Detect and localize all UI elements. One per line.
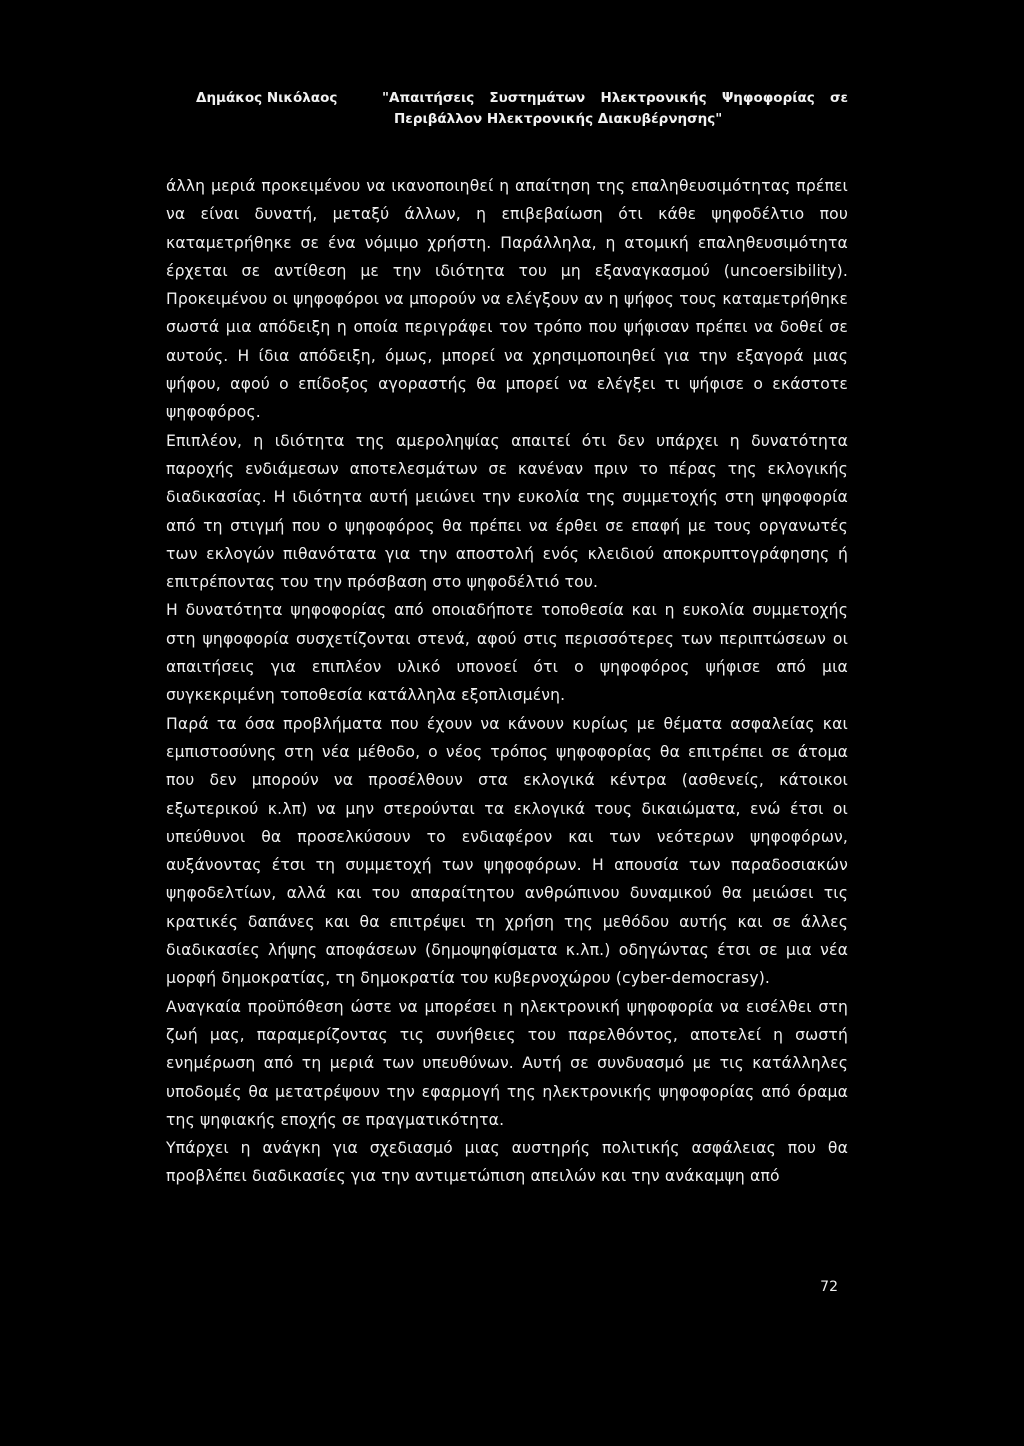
body-text — [166, 172, 848, 1191]
paragraph: Παρά τα όσα προβλήματα που έχουν να κάνουν κυρίως με θέματα ασφαλείας και εμπιστοσύνης στη νέα μέθοδο, ο νέος τρόπος ψηφοφορίας θα επιτρέπει σε άτομα που δεν μπορούν να προσέλθουν στα εκλογικά κέντρα (ασθενείς, κάτοικοι εξωτερικού κ.λπ) να μην στερούνται τα εκλογικά τους δικαιώματα, ενώ έτσι οι υπεύθυνοι θα προσελκύσουν το ενδιαφέρον και των νεότερων ψηφοφόρων, αυξάνοντας έτσι τη συμμετοχή των ψηφοφόρων. Η απουσία των παραδοσιακών ψηφοδελτίων, αλλά και του απαραίτητου ανθρώπινου δυναμικού θα μειώσει τις κρατικές δαπάνες και θα επιτρέψει τη χρήση της μεθόδου αυτής και σε άλλες διαδικασίες λήψης αποφάσεων (δημοψηφίσματα κ.λπ.) οδηγώντας έτσι σε μια νέα μορφή δημοκρατίας, τη δημοκρατία του κυβερνοχώρου (cyber-democrasy). — [166, 714, 848, 988]
paragraph: Αναγκαία προϋπόθεση ώστε να μπορέσει η ηλεκτρονική ψηφοφορία να εισέλθει στη ζωή μας, παραμερίζοντας τις συνήθειες του παρελθόντος, αποτελεί η σωστή ενημέρωση από τη μεριά των υπευθύνων. Αυτή σε συνδυασμό με τις κατάλληλες υποδομές θα μετατρέψουν την εφαρμογή της ηλεκτρονικής ψηφοφορίας από όραμα της ψηφιακής εποχής σε πραγματικότητα. — [166, 997, 848, 1129]
page-number: 72 — [820, 1279, 838, 1295]
paragraph: Η δυνατότητα ψηφοφορίας από οποιαδήποτε τοποθεσία και η ευκολία συμμετοχής στη ψηφοφορία συσχετίζονται στενά, αφού στις περισσότερες των περιπτώσεων οι απαιτήσεις για επιπλέον υλικό υπονοεί ότι ο ψηφοφόρος ψήφισε από μια συγκεκριμένη τοποθεσία κατάλληλα εξοπλισμένη. — [166, 601, 848, 705]
header-title — [382, 88, 848, 130]
paragraph: Επιπλέον, η ιδιότητα της αμεροληψίας απαιτεί ότι δεν υπάρχει η δυνατότητα παροχής ενδιάμεσων αποτελεσμάτων σε κανέναν πριν το πέρας της εκλογικής διαδικασίας. Η ιδιότητα αυτή μειώνει την ευκολία της συμμετοχής στη ψηφοφορία από τη στιγμή που ο ψηφοφόρος θα πρέπει να έρθει σε επαφή με τους οργανωτές των εκλογών πιθανότατα για την αποστολή ενός κλειδιού αποκρυπτογράφησης ή επιτρέποντας του την πρόσβαση στο ψηφοδέλτιό του. — [166, 431, 848, 592]
paragraph: άλλη μεριά προκειμένου να ικανοποιηθεί η απαίτηση της επαληθευσιμότητας πρέπει να είναι δυνατή, μεταξύ άλλων, η επιβεβαίωση ότι κάθε ψηφοδέλτιο που καταμετρήθηκε σε ένα νόμιμο χρήστη. Παράλληλα, η ατομική επαληθευσιμότητα έρχεται σε αντίθεση με την ιδιότητα του μη εξαναγκασμού (uncoersibility). Προκειμένου οι ψηφοφόροι να μπορούν να ελέγξουν αν η ψήφος τους καταμετρήθηκε σωστά μια απόδειξη η οποία περιγράφει τον τρόπο που ψήφισαν πρέπει να δοθεί σε αυτούς. Η ίδια απόδειξη, όμως, μπορεί να χρησιμοποιηθεί για την εξαγορά μιας ψήφου, αφού ο επίδοξος αγοραστής θα μπορεί να ελέγξει τι ψήφισε ο εκάστοτε ψηφοφόρος. — [166, 177, 848, 422]
header-title-line-2: Περιβάλλον Ηλεκτρονικής Διακυβέρνησης" — [394, 111, 723, 127]
header-title-line-1: "Απαιτήσεις Συστημάτων Ηλεκτρονικής Ψηφοφορίας σε — [382, 90, 848, 106]
header-author: Δημάκος Νικόλαος — [196, 90, 338, 106]
paragraph: Υπάρχει η ανάγκη για σχεδιασμό μιας αυστηρής πολιτικής ασφάλειας που θα προβλέπει διαδικασίες για την αντιμετώπιση απειλών και την ανάκαμψη από — [166, 1139, 848, 1186]
